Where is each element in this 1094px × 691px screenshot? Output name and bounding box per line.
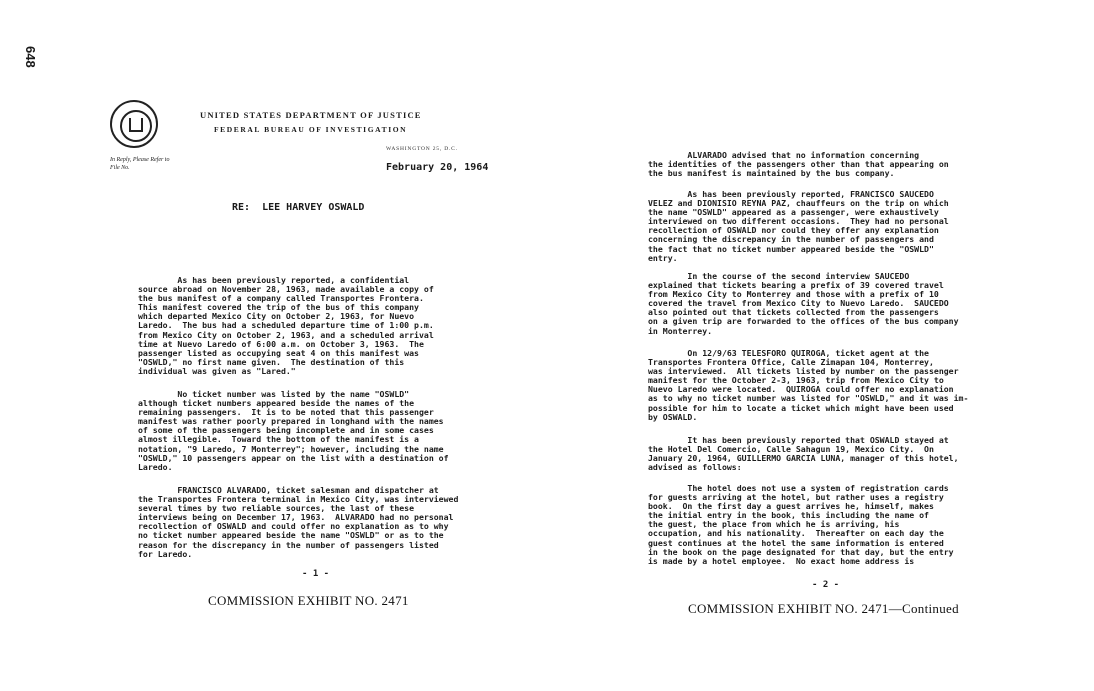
- left-exhibit-caption: COMMISSION EXHIBIT NO. 2471: [208, 593, 409, 608]
- right-paragraph-5: It has been previously reported that OSWALD stayed at the Hotel Del Comercio, Calle Sahagun 19, Mexico City. On January 20, 1964, GUILLERMO GARCIA LUNA, manager of this hotel, advised as follows:: [648, 435, 959, 473]
- right-folio: - 2 -: [812, 580, 840, 590]
- left-paragraph-2: No ticket number was listed by the name "OSWLD" although ticket numbers appeared beside the names of the remaining passengers. It is to be noted that this passenger manifest was rather poorly prepared in longhand with the names of some of the passengers being incomplete and in some cases almost illegible. Toward the bottom of the manifest is a notation, "9 Laredo, 7 Monterrey"; however, including the name "OSWLD," 10 passengers appear on the list with a destination of Laredo.: [138, 389, 449, 472]
- subject-line: RE: LEE HARVEY OSWALD: [232, 202, 365, 213]
- bureau-header: FEDERAL BUREAU OF INVESTIGATION: [214, 125, 408, 134]
- right-paragraph-4: On 12/9/63 TELESFORO QUIROGA, ticket agent at the Transportes Frontera Office, Calle Zimapan 104, Monterrey, was interviewed. All tickets listed by number on the passenger manifest for the October 2-3, 1963, trip from Mexico City to Nuevo Laredo were located. QUIROGA could offer no explanation as to why no ticket number was listed for "OSWLD," and it was im- possible for him to locate a ticket which might have been used by OSWALD.: [648, 348, 969, 422]
- reply-note: In Reply, Please Refer to File No.: [110, 157, 170, 171]
- left-paragraph-3: FRANCISCO ALVARADO, ticket salesman and dispatcher at the Transportes Frontera terminal in Mexico City, was interviewed several times by two reliable sources, the last of these interviews being on December 17, 1963. ALVARADO had no personal recollection of OSWALD and could offer no explanation as to why no ticket number appeared beside the name "OSWLD" or as to the reason for the discrepancy in the number of passengers listed for Laredo.: [138, 485, 459, 559]
- right-paragraph-3: In the course of the second interview SAUCEDO explained that tickets bearing a prefix of 39 covered travel from Mexico City to Monterrey and those with a prefix of 10 covered the travel from Mexico City to Nuevo Laredo. SAUCEDO also pointed out that tickets collected from the passengers on a given trip are forwarded to the offices of the bus company in Monterrey.: [648, 271, 959, 336]
- page-number: 648: [23, 46, 38, 68]
- left-folio: - 1 -: [302, 569, 330, 579]
- left-paragraph-1: As has been previously reported, a confidential source abroad on November 28, 1963, made available a copy of the bus manifest of a company called Transportes Frontera. This manifest covered the trip of the bus of this company which departed Mexico City on October 2, 1963, for Nuevo Laredo. The bus had a scheduled departure time of 1:00 p.m. from Mexico City on October 2, 1963, and a scheduled arrival time at Nuevo Laredo of 6:00 a.m. on October 3, 1963. The passenger listed as occupying seat 4 on this manifest was "OSWLD," no first name given. The destination of this individual was given as "Lared.": [138, 275, 434, 376]
- fbi-seal-icon: [110, 100, 158, 148]
- right-paragraph-1: ALVARADO advised that no information concerning the identities of the passengers other than that appearing on the bus manifest is maintained by the bus company.: [648, 150, 949, 179]
- department-header: UNITED STATES DEPARTMENT OF JUSTICE: [200, 110, 422, 120]
- letter-date: February 20, 1964: [386, 162, 489, 173]
- place-line: WASHINGTON 25, D.C.: [386, 146, 458, 152]
- right-paragraph-2: As has been previously reported, FRANCISCO SAUCEDO VELEZ and DIONISIO REYNA PAZ, chauffeurs on the trip on which the name "OSWLD" appeared as a passenger, were exhaustively interviewed on two different occasions. They had no personal recollection of OSWALD nor could they offer any explanation concerning the discrepancy in the number of passengers and the fact that no ticket number appeared beside the "OSWLD" entry.: [648, 189, 949, 263]
- right-exhibit-caption: COMMISSION EXHIBIT NO. 2471—Continued: [688, 601, 959, 616]
- right-paragraph-6: The hotel does not use a system of registration cards for guests arriving at the hotel, but rather uses a registry book. On the first day a guest arrives he, himself, makes the initial entry in the book, this including the name of the guest, the place from which he is arriving, his occupation, and his nationality. Thereafter on each day the guest continues at the hotel the same information is entered in the book on the page designated for that day, but the entry is made by a hotel employee. No exact home address is: [648, 483, 954, 566]
